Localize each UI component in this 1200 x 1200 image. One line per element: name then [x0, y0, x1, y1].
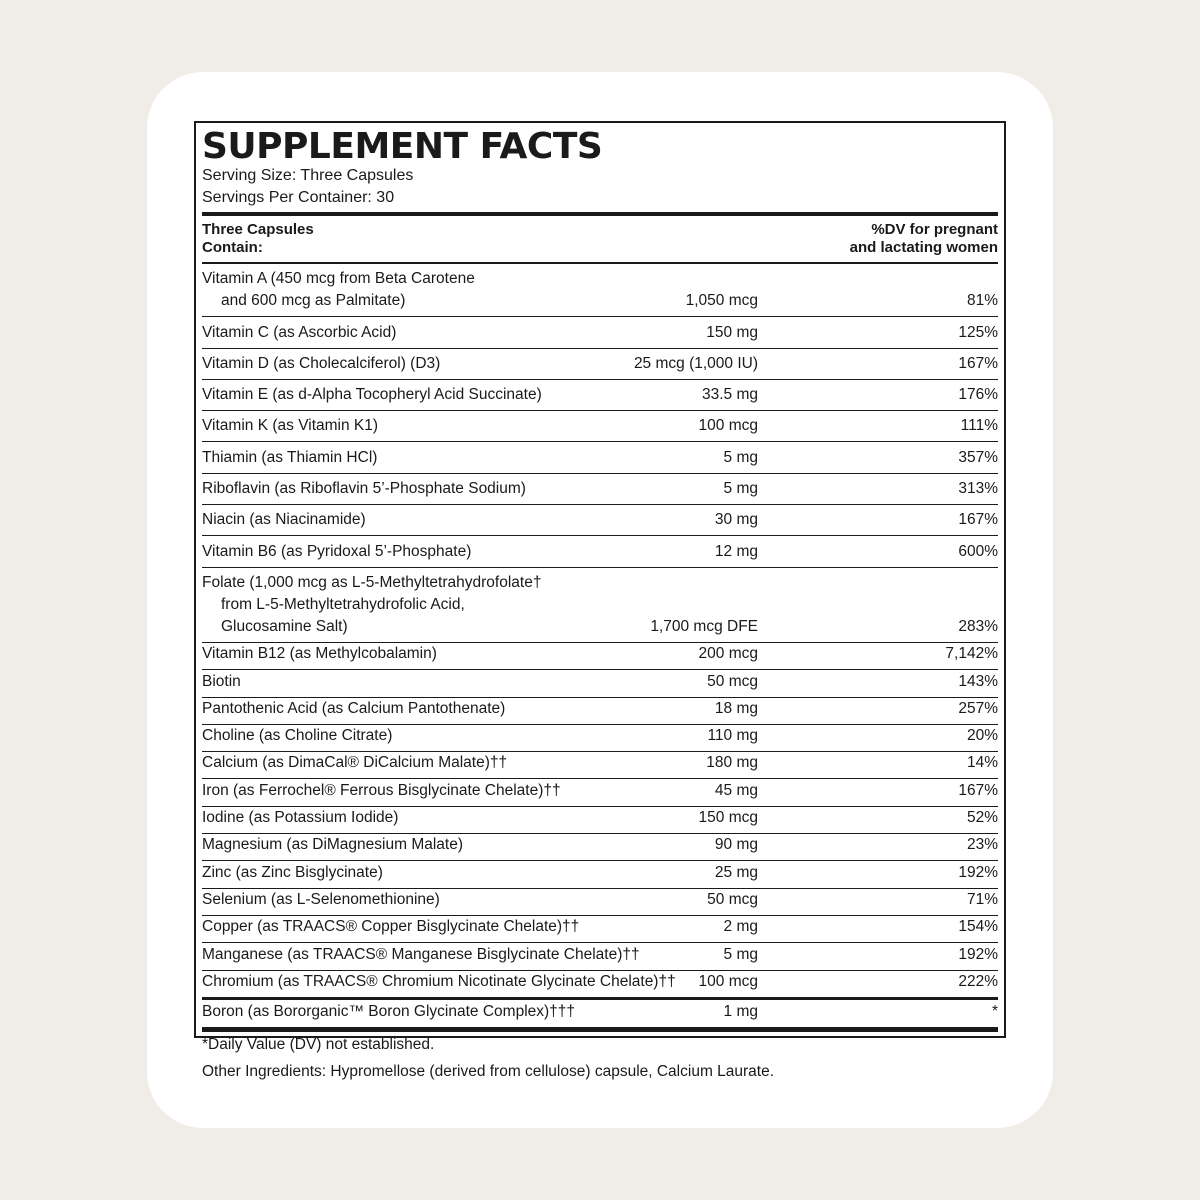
nutrient-name: [202, 415, 378, 437]
nutrient-dv: 313%: [958, 480, 998, 498]
footnote: *Daily Value (DV) not established.: [202, 1035, 435, 1053]
nutrient-name-line: Iodine (as Potassium Iodide): [202, 809, 399, 827]
nutrient-amount: 50 mcg: [707, 672, 758, 690]
nutrient-row: [202, 568, 998, 643]
nutrient-name: [202, 725, 392, 747]
nutrient-name: [202, 698, 505, 720]
nutrient-name-line: Folate (1,000 mcg as L-5-Methyltetrahydrofolate†: [202, 573, 542, 591]
nutrient-name-line: Manganese (as TRAACS® Manganese Bisglycinate Chelate)††: [202, 945, 640, 963]
nutrient-name-line: Calcium (as DimaCal® DiCalcium Malate)††: [202, 754, 508, 772]
nutrient-name: [202, 807, 398, 829]
nutrient-amount: 12 mg: [714, 542, 758, 560]
nutrient-dv: 192%: [958, 863, 998, 881]
nutrient-amount: 150 mcg: [698, 809, 758, 827]
nutrient-dv: 167%: [958, 781, 998, 799]
nutrient-row: [202, 643, 998, 670]
servings-per-container: Servings Per Container: 30: [202, 189, 395, 206]
nutrient-dv: 7,142%: [945, 645, 998, 663]
nutrient-row: [202, 943, 998, 970]
nutrient-amount: 5 mg: [723, 480, 758, 498]
nutrient-name-line: Pantothenic Acid (as Calcium Pantothenate): [202, 699, 506, 717]
divider-bottom: [202, 1028, 998, 1032]
nutrient-row: [202, 861, 998, 888]
header-right-line1: %DV for pregnant: [871, 221, 998, 238]
nutrient-name: [202, 572, 541, 638]
nutrient-amount: 180 mg: [706, 754, 758, 772]
nutrient-dv: 52%: [966, 809, 998, 827]
nutrient-name: [202, 834, 463, 856]
nutrient-name-continuation: from L-5-Methyltetrahydrofolic Acid,: [221, 595, 465, 613]
nutrient-name: [202, 780, 561, 802]
header-right-line2: and lactating women: [849, 239, 998, 256]
nutrient-dv: 81%: [966, 292, 998, 310]
nutrient-dv: 167%: [958, 511, 998, 529]
nutrient-dv: 357%: [958, 448, 998, 466]
nutrient-row: [202, 725, 998, 752]
nutrient-amount: 5 mg: [723, 448, 758, 466]
nutrient-dv: 222%: [958, 972, 998, 990]
nutrient-name: [202, 916, 579, 938]
nutrient-row: [202, 971, 998, 997]
nutrient-name-line: Choline (as Choline Citrate): [202, 727, 393, 745]
nutrient-dv: 143%: [958, 672, 998, 690]
nutrient-row: [202, 442, 998, 473]
nutrient-name: [202, 322, 396, 344]
nutrient-name: [202, 268, 475, 312]
nutrient-row: [202, 380, 998, 411]
nutrient-amount: 90 mg: [714, 836, 758, 854]
nutrient-amount: 5 mg: [723, 945, 758, 963]
header-left-line1: Three Capsules: [202, 221, 314, 238]
nutrient-name: [202, 671, 241, 693]
nutrient-name: [202, 752, 507, 774]
nutrient-amount: 50 mcg: [707, 890, 758, 908]
nutrient-row-boron: [202, 1000, 998, 1028]
nutrient-row: [202, 349, 998, 380]
nutrient-name-line: Chromium (as TRAACS® Chromium Nicotinate Glycinate Chelate)††: [202, 972, 676, 990]
nutrient-amount: 1,700 mcg DFE: [650, 617, 758, 635]
nutrient-name: [202, 889, 440, 911]
nutrient-row: [202, 264, 998, 317]
nutrient-row: [202, 670, 998, 697]
nutrient-name: [202, 509, 366, 531]
nutrient-dv: *: [991, 1002, 998, 1020]
nutrient-dv: 111%: [960, 417, 998, 435]
nutrient-name-continuation: Glucosamine Salt): [221, 617, 348, 635]
nutrient-dv: 23%: [966, 836, 998, 854]
nutrient-name: [202, 447, 377, 469]
nutrient-row: [202, 807, 998, 834]
nutrient-row: [202, 916, 998, 943]
header-left-line2: Contain:: [202, 239, 263, 256]
nutrient-dv: 257%: [958, 699, 998, 717]
nutrient-name: [202, 944, 640, 966]
nutrient-rows: [202, 264, 998, 997]
nutrient-name-line: Vitamin A (450 mcg from Beta Carotene: [202, 270, 475, 288]
nutrient-name-line: Thiamin (as Thiamin HCl): [202, 448, 378, 466]
nutrient-name-continuation: and 600 mcg as Palmitate): [221, 292, 406, 310]
nutrient-name-line: Vitamin C (as Ascorbic Acid): [202, 323, 397, 341]
nutrient-dv: 154%: [958, 918, 998, 936]
nutrient-dv: 125%: [958, 323, 998, 341]
nutrient-amount: 30 mg: [714, 511, 758, 529]
nutrient-amount: 1 mg: [723, 1002, 758, 1020]
nutrient-name: [202, 384, 542, 406]
nutrient-dv: 283%: [958, 617, 998, 635]
nutrient-name-line: Vitamin E (as d-Alpha Tocopheryl Acid Succinate): [202, 386, 542, 404]
nutrient-row: [202, 474, 998, 505]
nutrient-name-line: Magnesium (as DiMagnesium Malate): [202, 836, 464, 854]
nutrient-name-line: Selenium (as L-Selenomethionine): [202, 890, 440, 908]
nutrient-name: [202, 353, 440, 375]
nutrient-name: Boron (as Bororganic™ Boron Glycinate Complex)†††: [202, 1002, 576, 1020]
facts-title: SUPPLEMENT FACTS: [202, 126, 603, 167]
nutrient-amount: 100 mcg: [698, 972, 758, 990]
nutrient-amount: 1,050 mcg: [685, 292, 758, 310]
nutrient-name-line: Zinc (as Zinc Bisglycinate): [202, 863, 383, 881]
nutrient-name: [202, 541, 471, 563]
nutrient-name-line: Vitamin B12 (as Methylcobalamin): [202, 645, 437, 663]
nutrient-row: [202, 834, 998, 861]
nutrient-dv: 192%: [958, 945, 998, 963]
nutrient-row: [202, 779, 998, 806]
nutrient-dv: 71%: [966, 890, 998, 908]
nutrient-row: [202, 317, 998, 348]
supplement-facts-panel: [194, 121, 1006, 1053]
nutrient-dv: 176%: [958, 386, 998, 404]
nutrient-amount: 25 mcg (1,000 IU): [633, 354, 758, 372]
nutrient-amount: 2 mg: [723, 918, 758, 936]
nutrient-amount: 18 mg: [714, 699, 758, 717]
nutrient-row: [202, 889, 998, 916]
nutrient-amount: 45 mg: [714, 781, 758, 799]
nutrient-dv: 20%: [966, 727, 998, 745]
nutrient-dv: 600%: [958, 542, 998, 560]
nutrient-name-line: Niacin (as Niacinamide): [202, 511, 366, 529]
nutrient-name-line: Riboflavin (as Riboflavin 5’-Phosphate Sodium): [202, 480, 526, 498]
nutrient-row: [202, 698, 998, 725]
header-right: [850, 221, 998, 257]
nutrient-name-line: Biotin: [202, 672, 241, 690]
nutrient-dv: 14%: [966, 754, 998, 772]
nutrient-amount: 200 mcg: [698, 645, 758, 663]
serving-size: Serving Size: Three Capsules: [202, 167, 414, 184]
nutrient-row: [202, 505, 998, 536]
nutrient-name-line: Copper (as TRAACS® Copper Bisglycinate Chelate)††: [202, 918, 580, 936]
nutrient-name-line: Vitamin K (as Vitamin K1): [202, 417, 379, 435]
nutrient-amount: 100 mcg: [698, 417, 758, 435]
header-left: [202, 221, 314, 257]
nutrient-amount: 25 mg: [714, 863, 758, 881]
nutrient-dv: 167%: [958, 354, 998, 372]
nutrient-row: [202, 411, 998, 442]
other-ingredients: Other Ingredients: Hypromellose (derived from cellulose) capsule, Calcium Laurate.: [202, 1063, 775, 1080]
nutrient-name-line: Vitamin B6 (as Pyridoxal 5’-Phosphate): [202, 542, 472, 560]
nutrient-amount: 150 mg: [706, 323, 758, 341]
nutrient-name: [202, 643, 437, 665]
nutrient-amount: 110 mg: [707, 727, 758, 745]
nutrient-row: [202, 752, 998, 779]
nutrient-name-line: Iron (as Ferrochel® Ferrous Bisglycinate Chelate)††: [202, 781, 561, 799]
nutrient-row: [202, 536, 998, 567]
nutrient-name: [202, 862, 383, 884]
table-header: [202, 216, 998, 264]
nutrient-name: [202, 478, 526, 500]
nutrient-name: [202, 971, 676, 993]
nutrient-amount: 33.5 mg: [701, 386, 758, 404]
nutrient-name-line: Vitamin D (as Cholecalciferol) (D3): [202, 354, 441, 372]
